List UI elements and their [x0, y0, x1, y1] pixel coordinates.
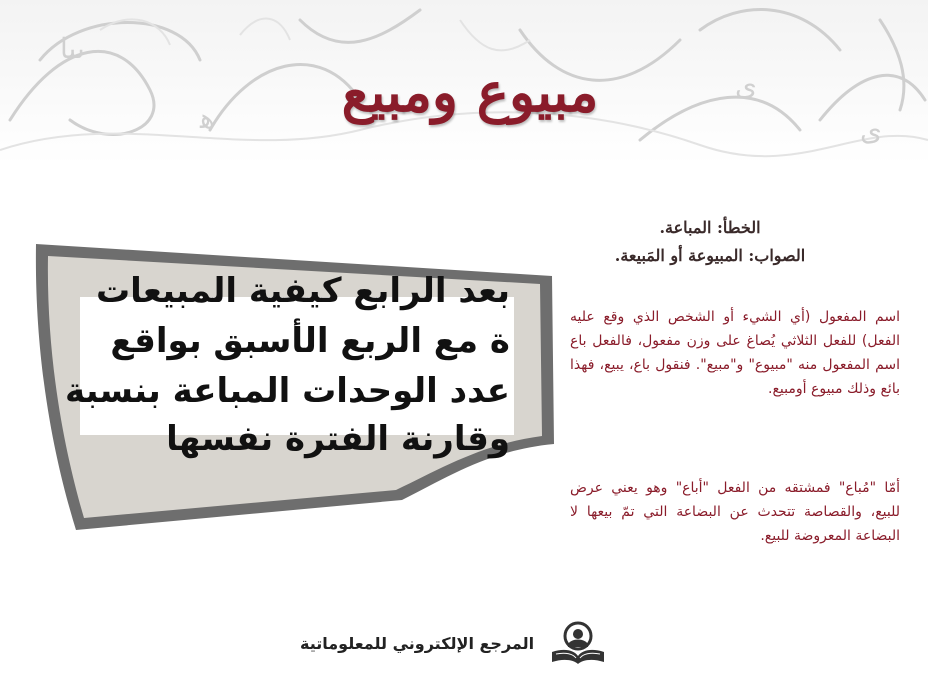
clipping-line: عدد الوحدات المباعة بنسبة [65, 371, 510, 411]
newspaper-clipping [65, 271, 514, 459]
reader-book-logo-icon [548, 620, 608, 666]
clipping-line: ة مع الربع الأسبق بواقع [110, 321, 510, 361]
svg-text:ى: ى [735, 69, 757, 102]
footer-label: المرجع الإلكتروني للمعلوماتية [300, 633, 535, 653]
footer [300, 618, 608, 668]
page-title: مبيوع ومبيع [341, 60, 599, 124]
correct-usage: الصواب: المبيوعة أو المَبيعة. [614, 246, 806, 265]
clipping-line: وقارنة الفترة نفسها [166, 419, 510, 459]
wrong-usage: الخطأ: المباعة. [659, 218, 761, 237]
svg-text:ىىا: ىىا [60, 32, 85, 65]
explanation-paragraph: اسم المفعول (أي الشيء أو الشخص الذي وقع عليه الفعل) للفعل الثلاثي يُصاغ على وزن مفعول، فالفعل باع اسم المفعول منه "مبيوع" و"مبيع". فنقول باع، يبيع، فهذا بائع وذلك مبيوع أومبيع. [570, 309, 900, 398]
explanation-paragraph: أمّا "مُباع" فمشتقه من الفعل "أباع" وهو يعني عرض للبيع، والقصاصة تتحدث عن البضاعة التي تمّ بيعها لا البضاعة المعروضة للبيع. [570, 480, 900, 545]
svg-text:ى: ى [860, 114, 882, 147]
correction-ruling [580, 214, 840, 270]
clipping-line: بعد الرابع كيفية المبيعات [95, 271, 510, 311]
svg-text:ﻫ: ﻫ [200, 102, 215, 135]
